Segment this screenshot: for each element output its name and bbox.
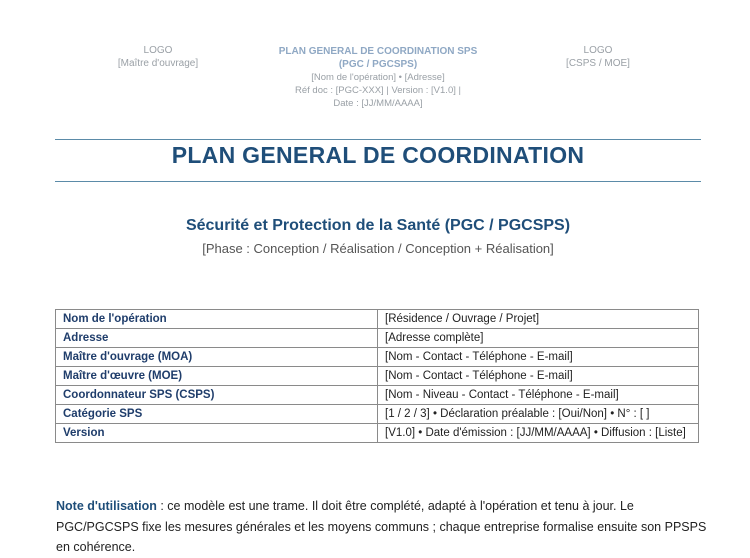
operation-info-table [55,309,699,443]
row-value: [Nom - Contact - Téléphone - E-mail] [378,367,699,386]
table-row [56,386,699,405]
row-label: Version [56,424,378,443]
header-reference: Réf doc : [PGC-XXX] | Version : [V1.0] | [295,85,461,96]
header-operation: [Nom de l'opération] • [Adresse] [311,72,445,83]
row-value: [Nom - Contact - Téléphone - E-mail] [378,348,699,367]
moa-logo-text: LOGO [143,45,173,56]
header-title-abbrev: (PGC / PGCSPS) [338,59,418,70]
document-header [228,45,528,110]
csps-logo-caption: [CSPS / MOE] [566,58,630,69]
row-value: [V1.0] • Date d'émission : [JJ/MM/AAAA] • Diffusion : [Liste] [378,424,699,443]
phase-line: [Phase : Conception / Réalisation / Conception + Réalisation] [202,241,554,256]
table-row [56,329,699,348]
csps-logo-placeholder [548,44,648,70]
row-label: Adresse [56,329,378,348]
table-row [56,310,699,329]
table-row [56,348,699,367]
table-row [56,424,699,443]
row-value: [Résidence / Ouvrage / Projet] [378,310,699,329]
usage-note-label: Note d'utilisation [56,499,157,513]
table-row [56,405,699,424]
row-value: [Adresse complète] [378,329,699,348]
row-label: Coordonnateur SPS (CSPS) [56,386,378,405]
page-title: PLAN GENERAL DE COORDINATION [171,142,585,168]
usage-note [56,496,716,558]
moa-logo-caption: [Maître d'ouvrage] [117,58,199,69]
row-label: Maître d'œuvre (MOE) [56,367,378,386]
usage-note-text: : ce modèle est une trame. Il doit être complété, adapté à l'opération et tenu à jour. Le PGC/PGCSPS fixe les mesures générales et les moyens communs ; chaque entreprise formalise ensuite son PPSPS en cohérence. [56,499,707,554]
row-label: Maître d'ouvrage (MOA) [56,348,378,367]
title-top-divider [55,139,701,140]
table-row [56,367,699,386]
row-label: Catégorie SPS [56,405,378,424]
header-date: Date : [JJ/MM/AAAA] [333,98,423,109]
title-bottom-divider [55,181,701,182]
row-value: [Nom - Niveau - Contact - Téléphone - E-mail] [378,386,699,405]
row-label: Nom de l'opération [56,310,378,329]
header-title: PLAN GENERAL DE COORDINATION SPS [278,46,478,57]
csps-logo-text: LOGO [583,45,613,56]
document-subtitle: Sécurité et Protection de la Santé (PGC / PGCSPS) [185,217,571,234]
moa-logo-placeholder [108,44,208,70]
row-value: [1 / 2 / 3] • Déclaration préalable : [Oui/Non] • N° : [ ] [378,405,699,424]
